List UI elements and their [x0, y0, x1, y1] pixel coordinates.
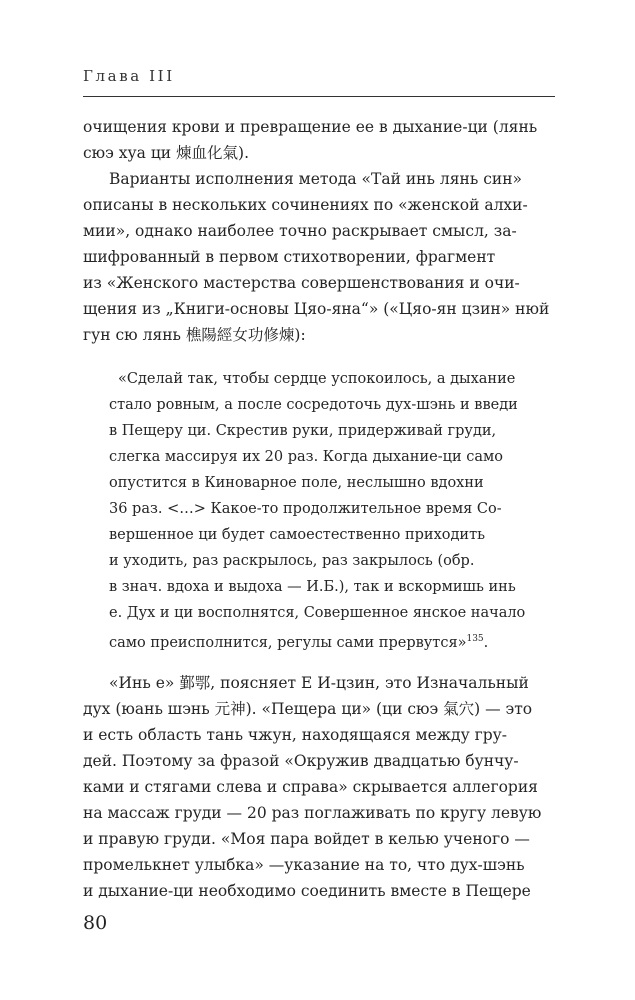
header-rule	[83, 96, 555, 97]
text-line: и правую груди. «Моя пара войдет в келью ученого —	[83, 830, 530, 848]
quote-line: и уходить, раз раскрылось, раз закрылось (обр.	[109, 553, 475, 569]
quote-line: 36 раз. <…> Какое-то продолжительное время Со-	[109, 501, 502, 517]
quote-line: стало ровным, а после сосредоточь дух-шэнь и введи	[109, 397, 518, 413]
text-line: на массаж груди — 20 раз поглаживать по кругу левую	[83, 804, 542, 822]
quote-line: в знач. вдоха и выдоха — И.Б.), так и вскормишь инь	[109, 579, 516, 595]
text-line: Варианты исполнения метода «Тай инь лянь син»	[109, 170, 523, 188]
quote-line: «Сделай так, чтобы сердце успокоилось, а дыхание	[118, 371, 516, 387]
text-line: шифрованный в первом стихотворении, фрагмент	[83, 248, 496, 266]
text-line: мии», однако наиболее точно раскрывает смысл, за-	[83, 222, 517, 240]
page-number: 80	[83, 912, 108, 934]
text-line: из «Женского мастерства совершенствования и очи-	[83, 274, 520, 292]
footnote-ref[interactable]: 135	[466, 634, 484, 644]
quote-line-last	[109, 629, 488, 653]
quote-line: вершенное ци будет самоестественно приходить	[109, 527, 485, 543]
text-line: описаны в нескольких сочинениях по «женской алхи-	[83, 196, 528, 214]
text-line: и дыхание-ци необходимо соединить вместе в Пещере	[83, 882, 531, 900]
running-head: Глава III	[83, 67, 175, 85]
quote-line: е. Дух и ци восполнятся, Совершенное янское начало	[109, 605, 526, 621]
text-line: гун сю лянь 樵陽經女功修煉):	[83, 326, 306, 344]
text-line: щения из „Книги-основы Цяо-яна“» («Цяо-ян цзин» нюй	[83, 300, 550, 318]
quote-line: в Пещеру ци. Скрестив руки, придерживай груди,	[109, 423, 497, 439]
quote-end: .	[483, 634, 489, 651]
text-line: «Инь е» 鄞鄂, поясняет Е И-цзин, это Изначальный	[109, 674, 529, 692]
text-line: дей. Поэтому за фразой «Окружив двадцатью бунчу-	[83, 752, 519, 770]
quote-line: опустится в Киноварное поле, неслышно вдохни	[109, 475, 484, 491]
text-line: сюэ хуа ци 煉血化氣).	[83, 144, 250, 162]
text-line: дух (юань шэнь 元神). «Пещера ци» (ци сюэ 氣穴) — это	[83, 700, 533, 718]
quote-line: слегка массируя их 20 раз. Когда дыхание-ци само	[109, 449, 503, 465]
text-line: ками и стягами слева и справа» скрывается аллегория	[83, 778, 538, 796]
quote-text: само преисполнится, регулы сами прервутся»	[109, 634, 467, 651]
text-line: и есть область тань чжун, находящаяся между гру-	[83, 726, 508, 744]
text-line: очищения крови и превращение ее в дыхание-ци (лянь	[83, 118, 538, 136]
text-line: промелькнет улыбка» —указание на то, что дух-шэнь	[83, 856, 525, 874]
